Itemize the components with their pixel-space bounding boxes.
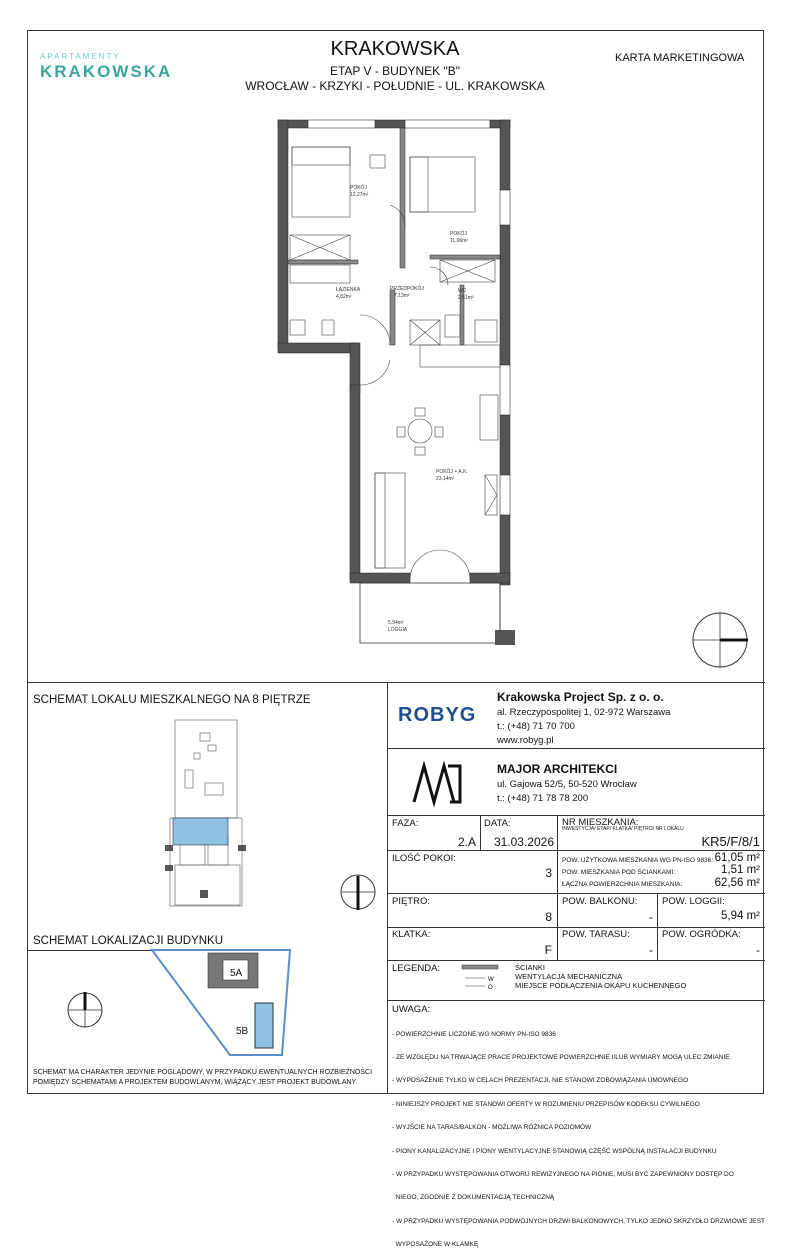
- major-logo-icon: [412, 762, 464, 804]
- uwaga-line: - POWIERZCHNIE LICZONE WG NORMY PN-ISO 9836: [392, 1030, 556, 1038]
- faza-value: 2.A: [457, 835, 476, 849]
- room-name-przedpokoj: PRZEDPOKÓJ: [390, 286, 424, 292]
- pow-uzytkowa-label: POW. UŻYTKOWA MIESZKANIA WG PN-ISO 9836:: [562, 857, 714, 864]
- page-location: WROCŁAW - KRZYKI - POŁUDNIE - UL. KRAKOWSKA: [245, 79, 545, 93]
- room-name-loggia: LOGGIA: [388, 627, 408, 633]
- ogrodek-label: POW. OGRÓDKA:: [662, 929, 741, 940]
- taras-value: -: [649, 943, 653, 957]
- pow-uzytkowa-value: 61,05 m²: [714, 852, 760, 864]
- schemat-lokalu-title: SCHEMAT LOKALU MIESZKALNEGO NA 8 PIĘTRZE: [33, 694, 311, 706]
- major-company: MAJOR ARCHITEKCI: [497, 762, 618, 776]
- legend-item-scianki: ŚCIANKI: [515, 963, 546, 972]
- table-line-4: [387, 960, 765, 961]
- nr-value: KR5/F/8/1: [701, 834, 760, 849]
- uwaga-line: - WYJŚCIE NA TARAS/BALKON - MOŻLIWA RÓŻNICA POZIOMÓW: [392, 1124, 592, 1132]
- room-area-wc: 2,51m²: [458, 295, 474, 301]
- room-area-lazienka: 4,82m²: [336, 294, 352, 300]
- data-value: 31.03.2026: [493, 835, 554, 849]
- faza-label: FAZA:: [392, 818, 419, 829]
- loggia-label: POW. LOGGII:: [662, 896, 725, 907]
- label-5a: 5A: [230, 968, 243, 979]
- page-title: KRAKOWSKA: [330, 38, 460, 60]
- room-name-pokoj-aneks: POKÓJ + A.K.: [436, 469, 468, 475]
- divider-vertical: [387, 682, 388, 1094]
- legend-item-wentylacja: WENTYLACJA MECHANICZNA: [515, 972, 623, 981]
- pow-pod-label: POW. MIESZKANIA POD ŚCIANKAMI:: [562, 869, 676, 876]
- robyg-phone: t.: (+48) 71 70 700: [497, 721, 575, 732]
- taras-label: POW. TARASU:: [562, 929, 630, 940]
- disclaimer-text: SCHEMAT MA CHARAKTER JEDYNIE POGLĄDOWY, W PRZYPADKU EWENTUALNYCH ROZBIEŻNOŚCI POMIĘDZY SCHEMATAMI A PROJEKTEM BUDOWLANYM, WIĄŻĄCY JEST PROJEKT BUDOWLANY.: [33, 1069, 373, 1086]
- schemat-budynku-title: SCHEMAT LOKALIZACJI BUDYNKU: [33, 935, 224, 947]
- balkon-label: POW. BALKONU:: [562, 896, 638, 907]
- pokoi-label: ILOŚĆ POKOI:: [392, 853, 456, 864]
- major-address: ul. Gajowa 52/5, 50-520 Wrocław: [497, 779, 637, 790]
- label-5b: 5B: [236, 1026, 249, 1037]
- north-arrow-icon: [690, 610, 750, 670]
- room-name-pokoj1: POKÓJ: [350, 185, 367, 191]
- page-subtitle: ETAP V - BUDYNEK "B": [329, 64, 461, 78]
- pow-laczna-label: ŁĄCZNA POWIERZCHNIA MIESZKANIA:: [562, 881, 683, 888]
- robyg-web: www.robyg.pl: [497, 735, 554, 746]
- north-arrow-small-icon: [338, 872, 378, 912]
- uwaga-line: - WYPOSAŻENIE TYLKO W CELACH PREZENTACJI, NIE STANOWI ZOBOWIĄZANIA UMOWNEGO: [392, 1077, 689, 1085]
- legend-symbols: [460, 963, 505, 993]
- divider-main: [27, 682, 765, 683]
- uwaga-line: - PIONY KANALIZACYJNE I PIONY WENTYLACYJNE STANOWIĄ CZĘŚĆ WSPÓLNĄ INSTALACJI BUDYNKU: [392, 1147, 717, 1155]
- table-line-2: [387, 893, 765, 894]
- room-area-pokoj2: 11,06m²: [450, 238, 468, 244]
- balkon-value: -: [649, 910, 653, 924]
- room-area-pokoj-aneks: 23,14m²: [436, 476, 455, 482]
- north-arrow-budynek-icon: [65, 990, 105, 1030]
- legend-item-okap: MIEJSCE PODŁĄCZENIA OKAPU KUCHENNEGO: [515, 981, 687, 990]
- pow-laczna-value: 62,56 m²: [714, 877, 760, 889]
- robyg-logo: ROBYG: [398, 704, 477, 726]
- legend-items: [515, 963, 686, 990]
- legend-symbol-o: O: [488, 985, 493, 991]
- loggia-value: 5,94 m²: [721, 910, 760, 922]
- schemat-budynku-plan: [150, 945, 300, 1065]
- uwaga-list: [392, 1015, 765, 1257]
- uwaga-line: - NINIEJSZY PROJEKT NIE STANOWI OFERTY W ROZUMIENIU PRZEPISÓW KODEKSU CYWILNEGO: [392, 1100, 700, 1108]
- uwaga-line: - W PRZYPADKU WYSTĘPOWANIA OTWORU REWIZYJNEGO NA PIONIE, MUSI BYĆ ZAPEWNIONY DOSTĘP DO: [392, 1170, 734, 1178]
- legend-symbol-w: W: [488, 977, 494, 983]
- robyg-address: al. Rzeczypospolitej 1, 02-972 Warszawa: [497, 707, 671, 718]
- schemat-lokalu-plan: [160, 715, 250, 915]
- floor-plan: [270, 115, 520, 655]
- logo-big-text: KRAKOWSKA: [40, 62, 173, 81]
- room-area-pokoj1: 12,27m²: [350, 192, 369, 198]
- uwaga-line: WYPOSAŻONE W KLAMKĘ: [392, 1241, 479, 1249]
- uwaga-line: NIEGO, ZGODNIE Z DOKUMENTACJĄ TECHNICZNĄ: [392, 1194, 555, 1202]
- nr-sub: INWESTYCJA/ ETAP/ KLATKA/ PIĘTRO/ NR LOKALU: [562, 826, 684, 832]
- pietro-value: 8: [545, 910, 552, 924]
- nr-label: NR MIESZKANIA:: [562, 817, 639, 828]
- data-label: DATA:: [484, 818, 511, 829]
- pietro-label: PIĘTRO:: [392, 896, 431, 907]
- table-line-5: [387, 1000, 765, 1001]
- room-area-przedpokoj: 7,13m²: [394, 293, 410, 299]
- uwaga-line: - ZE WZGLĘDU NA TRWAJĄCE PRACE PROJEKTOWE POWIERZCHNIE I/LUB WYMIARY MOGĄ ULEC ZMIANIE: [392, 1053, 730, 1061]
- robyg-company: Krakowska Project Sp. z o. o.: [497, 690, 664, 704]
- pow-pod-value: 1,51 m²: [721, 864, 760, 876]
- uwaga-title: UWAGA:: [392, 1004, 431, 1015]
- table-line-1: [387, 850, 765, 851]
- legend-wall-symbol: [462, 965, 498, 969]
- room-area-loggia: 5,94m²: [388, 620, 404, 626]
- table-vline-2: [557, 815, 558, 960]
- room-name-wc: WC: [458, 288, 467, 294]
- room-name-pokoj2: POKÓJ: [450, 231, 467, 237]
- klatka-value: F: [544, 943, 552, 957]
- uwaga-line: - W PRZYPADKU WYSTĘPOWANIA PODWÓJNYCH DRZWI BALKONOWYCH, TYLKO JEDNO SKRZYDŁO DRZWIOWE JEST: [392, 1217, 765, 1225]
- major-phone: t.: (+48) 71 78 78 200: [497, 793, 589, 804]
- pokoi-value: 3: [545, 866, 552, 880]
- krakowska-logo: [40, 52, 172, 82]
- legend-title: LEGENDA:: [392, 963, 441, 974]
- karta-label: KARTA MARKETINGOWA: [615, 52, 745, 64]
- room-name-lazienka: ŁAZIENKA: [336, 287, 361, 293]
- divider-robyg: [387, 748, 765, 749]
- table-vline-1: [480, 815, 481, 850]
- table-vline-3: [657, 893, 658, 960]
- divider-major: [387, 815, 765, 816]
- logo-small-text: APARTAMENTY: [40, 52, 121, 61]
- klatka-label: KLATKA:: [392, 929, 431, 940]
- ogrodek-value: -: [756, 943, 760, 957]
- table-line-3: [387, 927, 765, 928]
